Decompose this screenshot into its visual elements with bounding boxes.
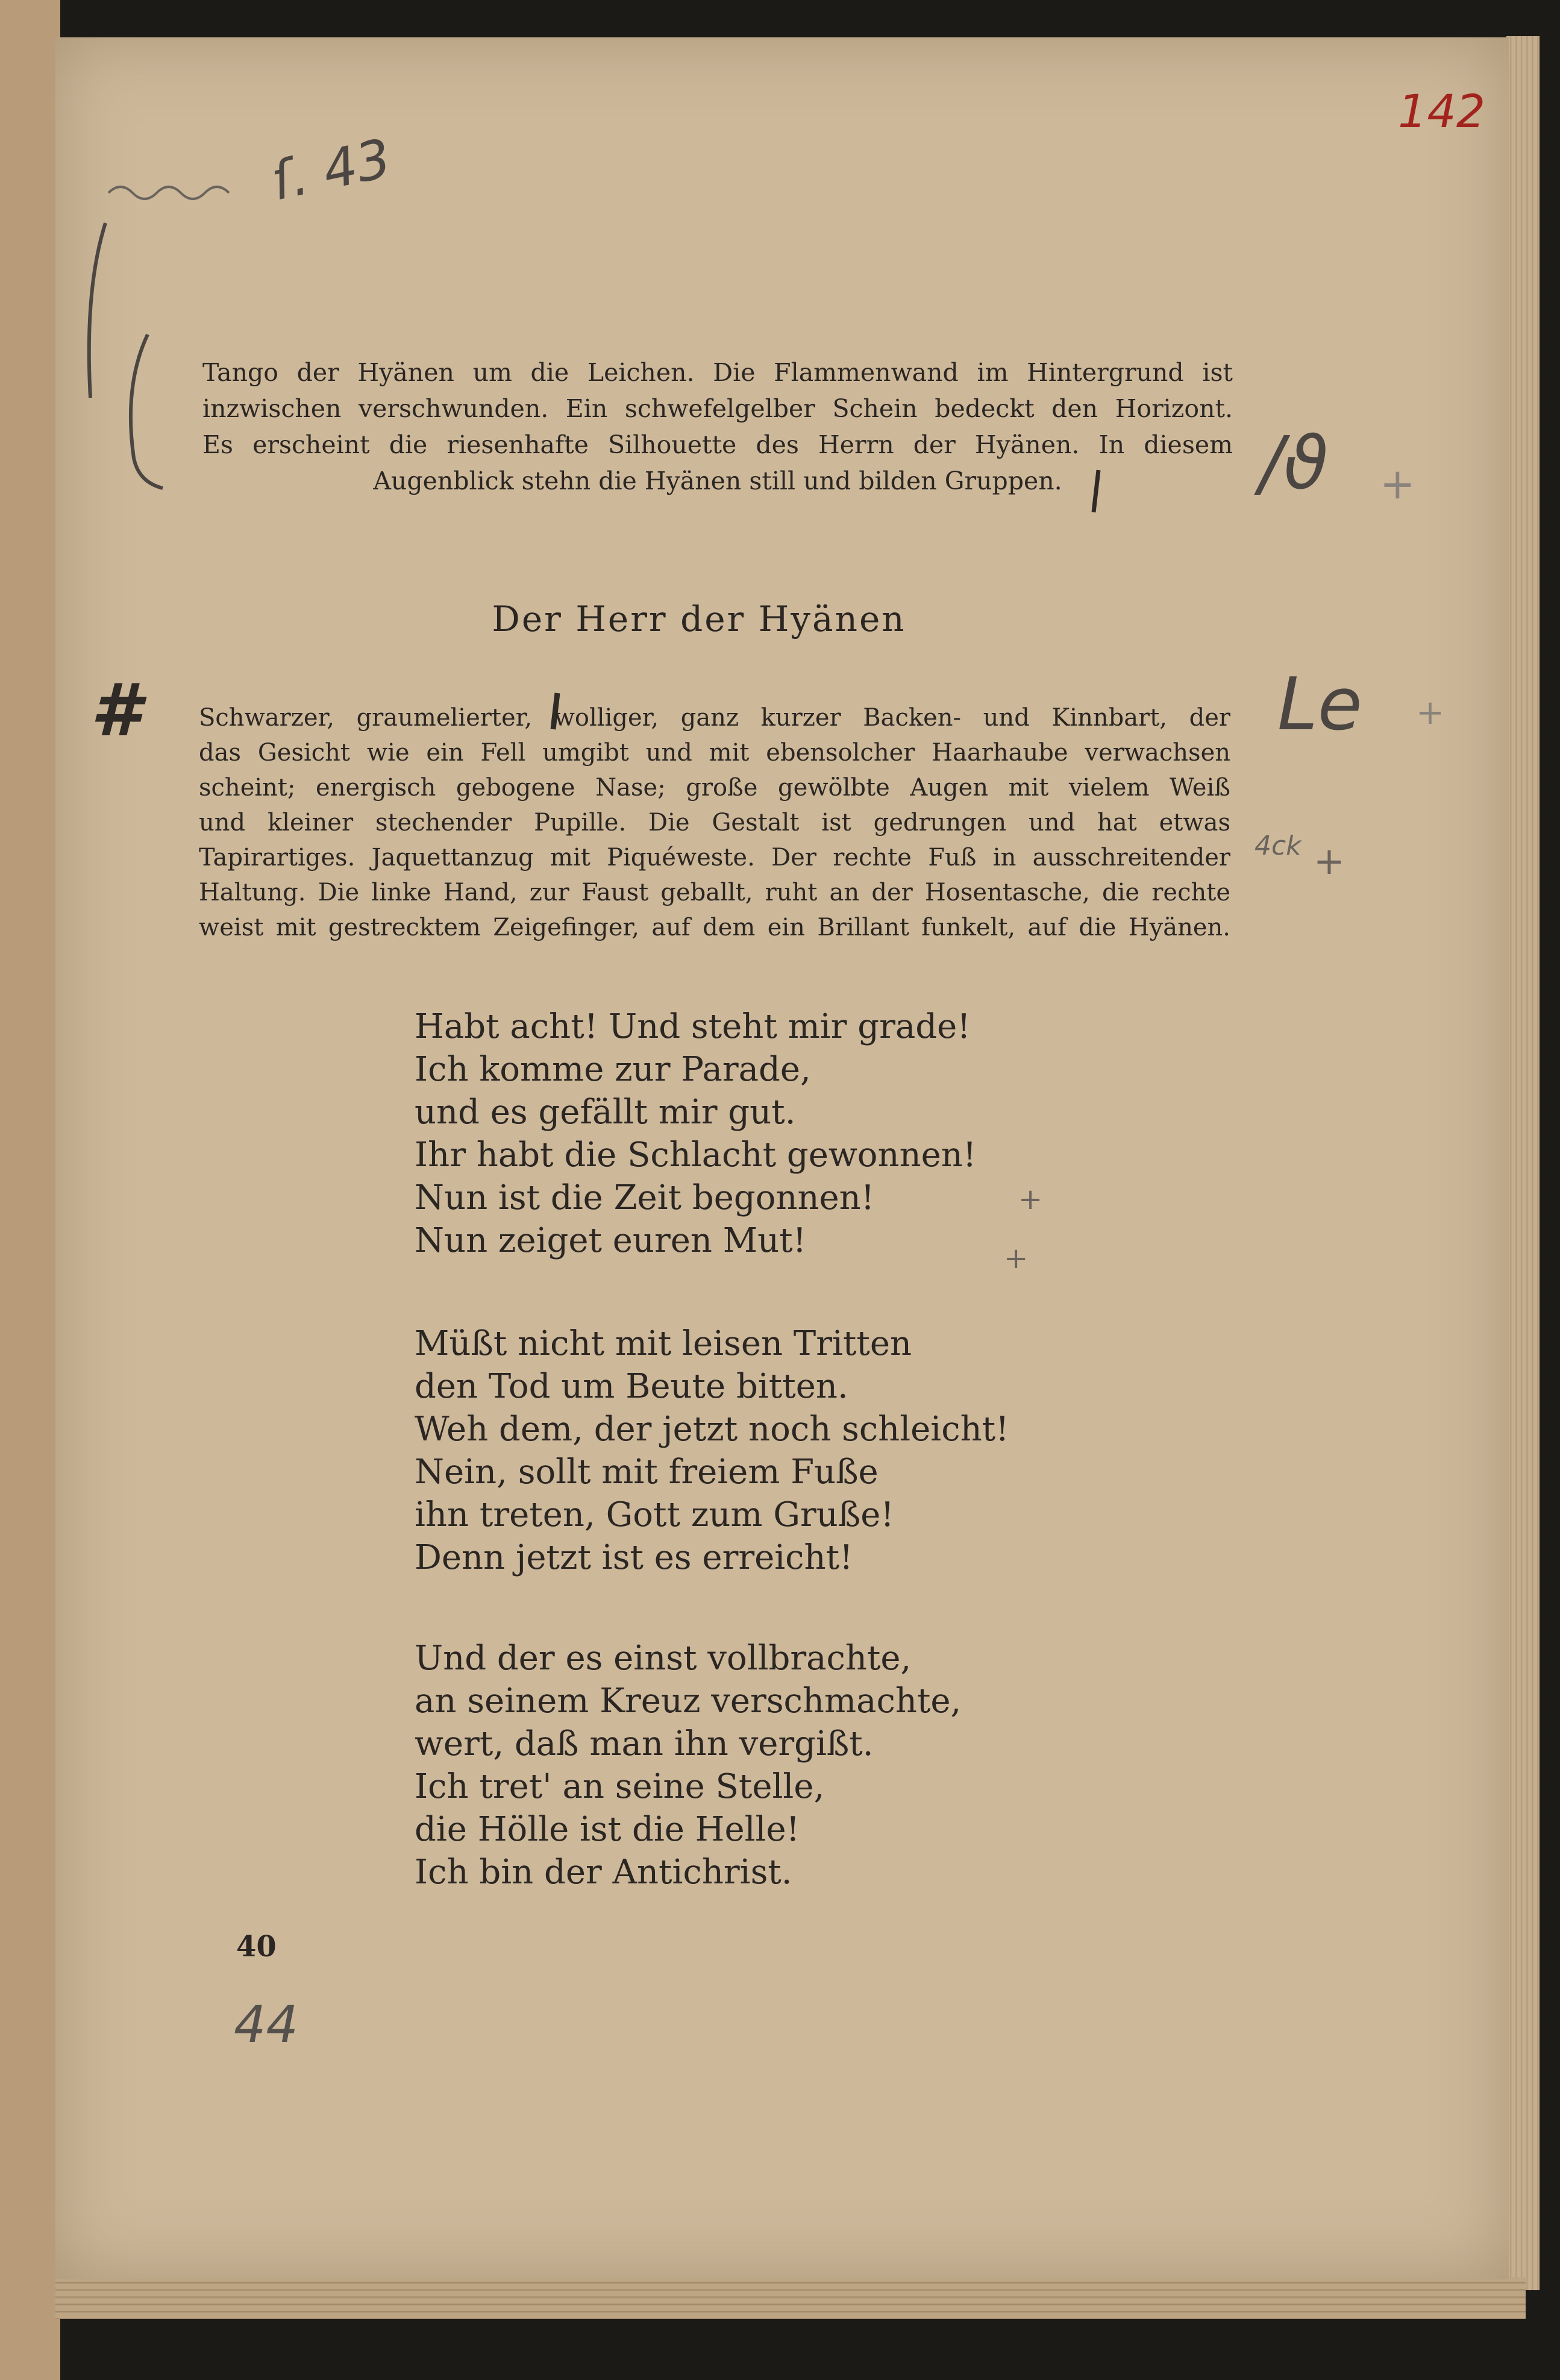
- verse-line: wert, daß man ihn vergißt.: [415, 1724, 874, 1763]
- verse-line: Ich tret' an seine Stelle,: [415, 1767, 825, 1806]
- description-line: Tapirartiges. Jaquettanzug mit Piquéweste. Der rechte Fuß in ausschreitender: [199, 844, 1230, 871]
- folio-number: 142: [1398, 84, 1486, 138]
- inline-plus-1: +: [1018, 1182, 1043, 1216]
- verse-line: Nun ist die Zeit begonnen!: [415, 1178, 875, 1217]
- character-description: [199, 700, 1230, 945]
- page-number: 40: [236, 1930, 277, 1964]
- verse-line: Ich bin der Antichrist.: [415, 1853, 792, 1892]
- stage-direction: [202, 354, 1233, 499]
- stage-direction-line: Tango der Hyänen um die Leichen. Die Flammenwand im Hintergrund ist: [202, 358, 1233, 387]
- margin-plus-1: +: [1380, 459, 1415, 509]
- description-line: Schwarzer, graumelierter, wolliger, ganz kurzer Backen- und Kinnbart, der: [199, 704, 1230, 732]
- stage-direction-line: inzwischen verschwunden. Ein schwefelgelber Schein bedeckt den Horizont.: [202, 394, 1233, 423]
- description-line: Haltung. Die linke Hand, zur Faust geballt, ruht an der Hosentasche, die rechte: [199, 879, 1230, 906]
- verse-line: ihn treten, Gott zum Gruße!: [415, 1495, 894, 1534]
- stage-direction-line: Es erscheint die riesenhafte Silhouette des Herrn der Hyänen. In diesem: [202, 430, 1233, 459]
- margin-mark-1: /ϑ: [1259, 422, 1329, 506]
- margin-plus-3: +: [1314, 839, 1345, 883]
- stage-direction-line: Augenblick stehn die Hyänen still und bilden Gruppen.: [373, 466, 1062, 495]
- verse-line: Denn jetzt ist es erreicht!: [415, 1538, 853, 1577]
- section-heading: Der Herr der Hyänen: [492, 598, 906, 639]
- inline-plus-2: +: [1004, 1242, 1029, 1275]
- bottom-pencil-number: 44: [234, 1995, 298, 2054]
- description-line: und kleiner stechender Pupille. Die Gestalt ist gedrungen und hat etwas: [199, 809, 1230, 837]
- poem-stanza: [415, 1322, 1138, 1579]
- verse-line: Ich komme zur Parade,: [415, 1050, 811, 1089]
- verse-line: Weh dem, der jetzt noch schleicht!: [415, 1410, 1009, 1449]
- margin-hash-mark: #: [90, 669, 141, 753]
- description-line: weist mit gestrecktem Zeigefinger, auf dem ein Brillant funkelt, auf die Hyänen.: [199, 914, 1230, 941]
- verse-line: die Hölle ist die Helle!: [415, 1810, 800, 1849]
- pencil-note-top-left: ſ. 43: [266, 127, 396, 213]
- verse-line: an seinem Kreuz verschmachte,: [415, 1681, 962, 1721]
- poem-stanza: [415, 1637, 1138, 1894]
- verse-line: Und der es einst vollbrachte,: [415, 1639, 912, 1678]
- margin-mark-3: 4ck: [1255, 830, 1302, 861]
- margin-mark-2: Le: [1277, 663, 1362, 747]
- left-bracket-mark-2: [131, 334, 163, 488]
- verse-line: Ihr habt die Schlacht gewonnen!: [415, 1135, 977, 1175]
- verse-line: und es gefällt mir gut.: [415, 1093, 796, 1132]
- verse-line: den Tod um Beute bitten.: [415, 1367, 848, 1406]
- margin-plus-2: +: [1416, 693, 1444, 732]
- description-line: das Gesicht wie ein Fell umgibt und mit ebensolcher Haarhaube verwachsen: [199, 739, 1230, 767]
- pencil-squiggle-top-left: [108, 187, 229, 199]
- poem-stanza: [415, 1005, 1138, 1262]
- verse-line: Habt acht! Und steht mir grade!: [415, 1007, 971, 1046]
- verse-line: Müßt nicht mit leisen Tritten: [415, 1324, 912, 1363]
- verse-line: Nein, sollt mit freiem Fuße: [415, 1452, 879, 1492]
- description-line: scheint; energisch gebogene Nase; große gewölbte Augen mit vielem Weiß: [199, 774, 1230, 802]
- left-bracket-mark: [89, 223, 105, 398]
- verse-line: Nun zeiget euren Mut!: [415, 1221, 807, 1260]
